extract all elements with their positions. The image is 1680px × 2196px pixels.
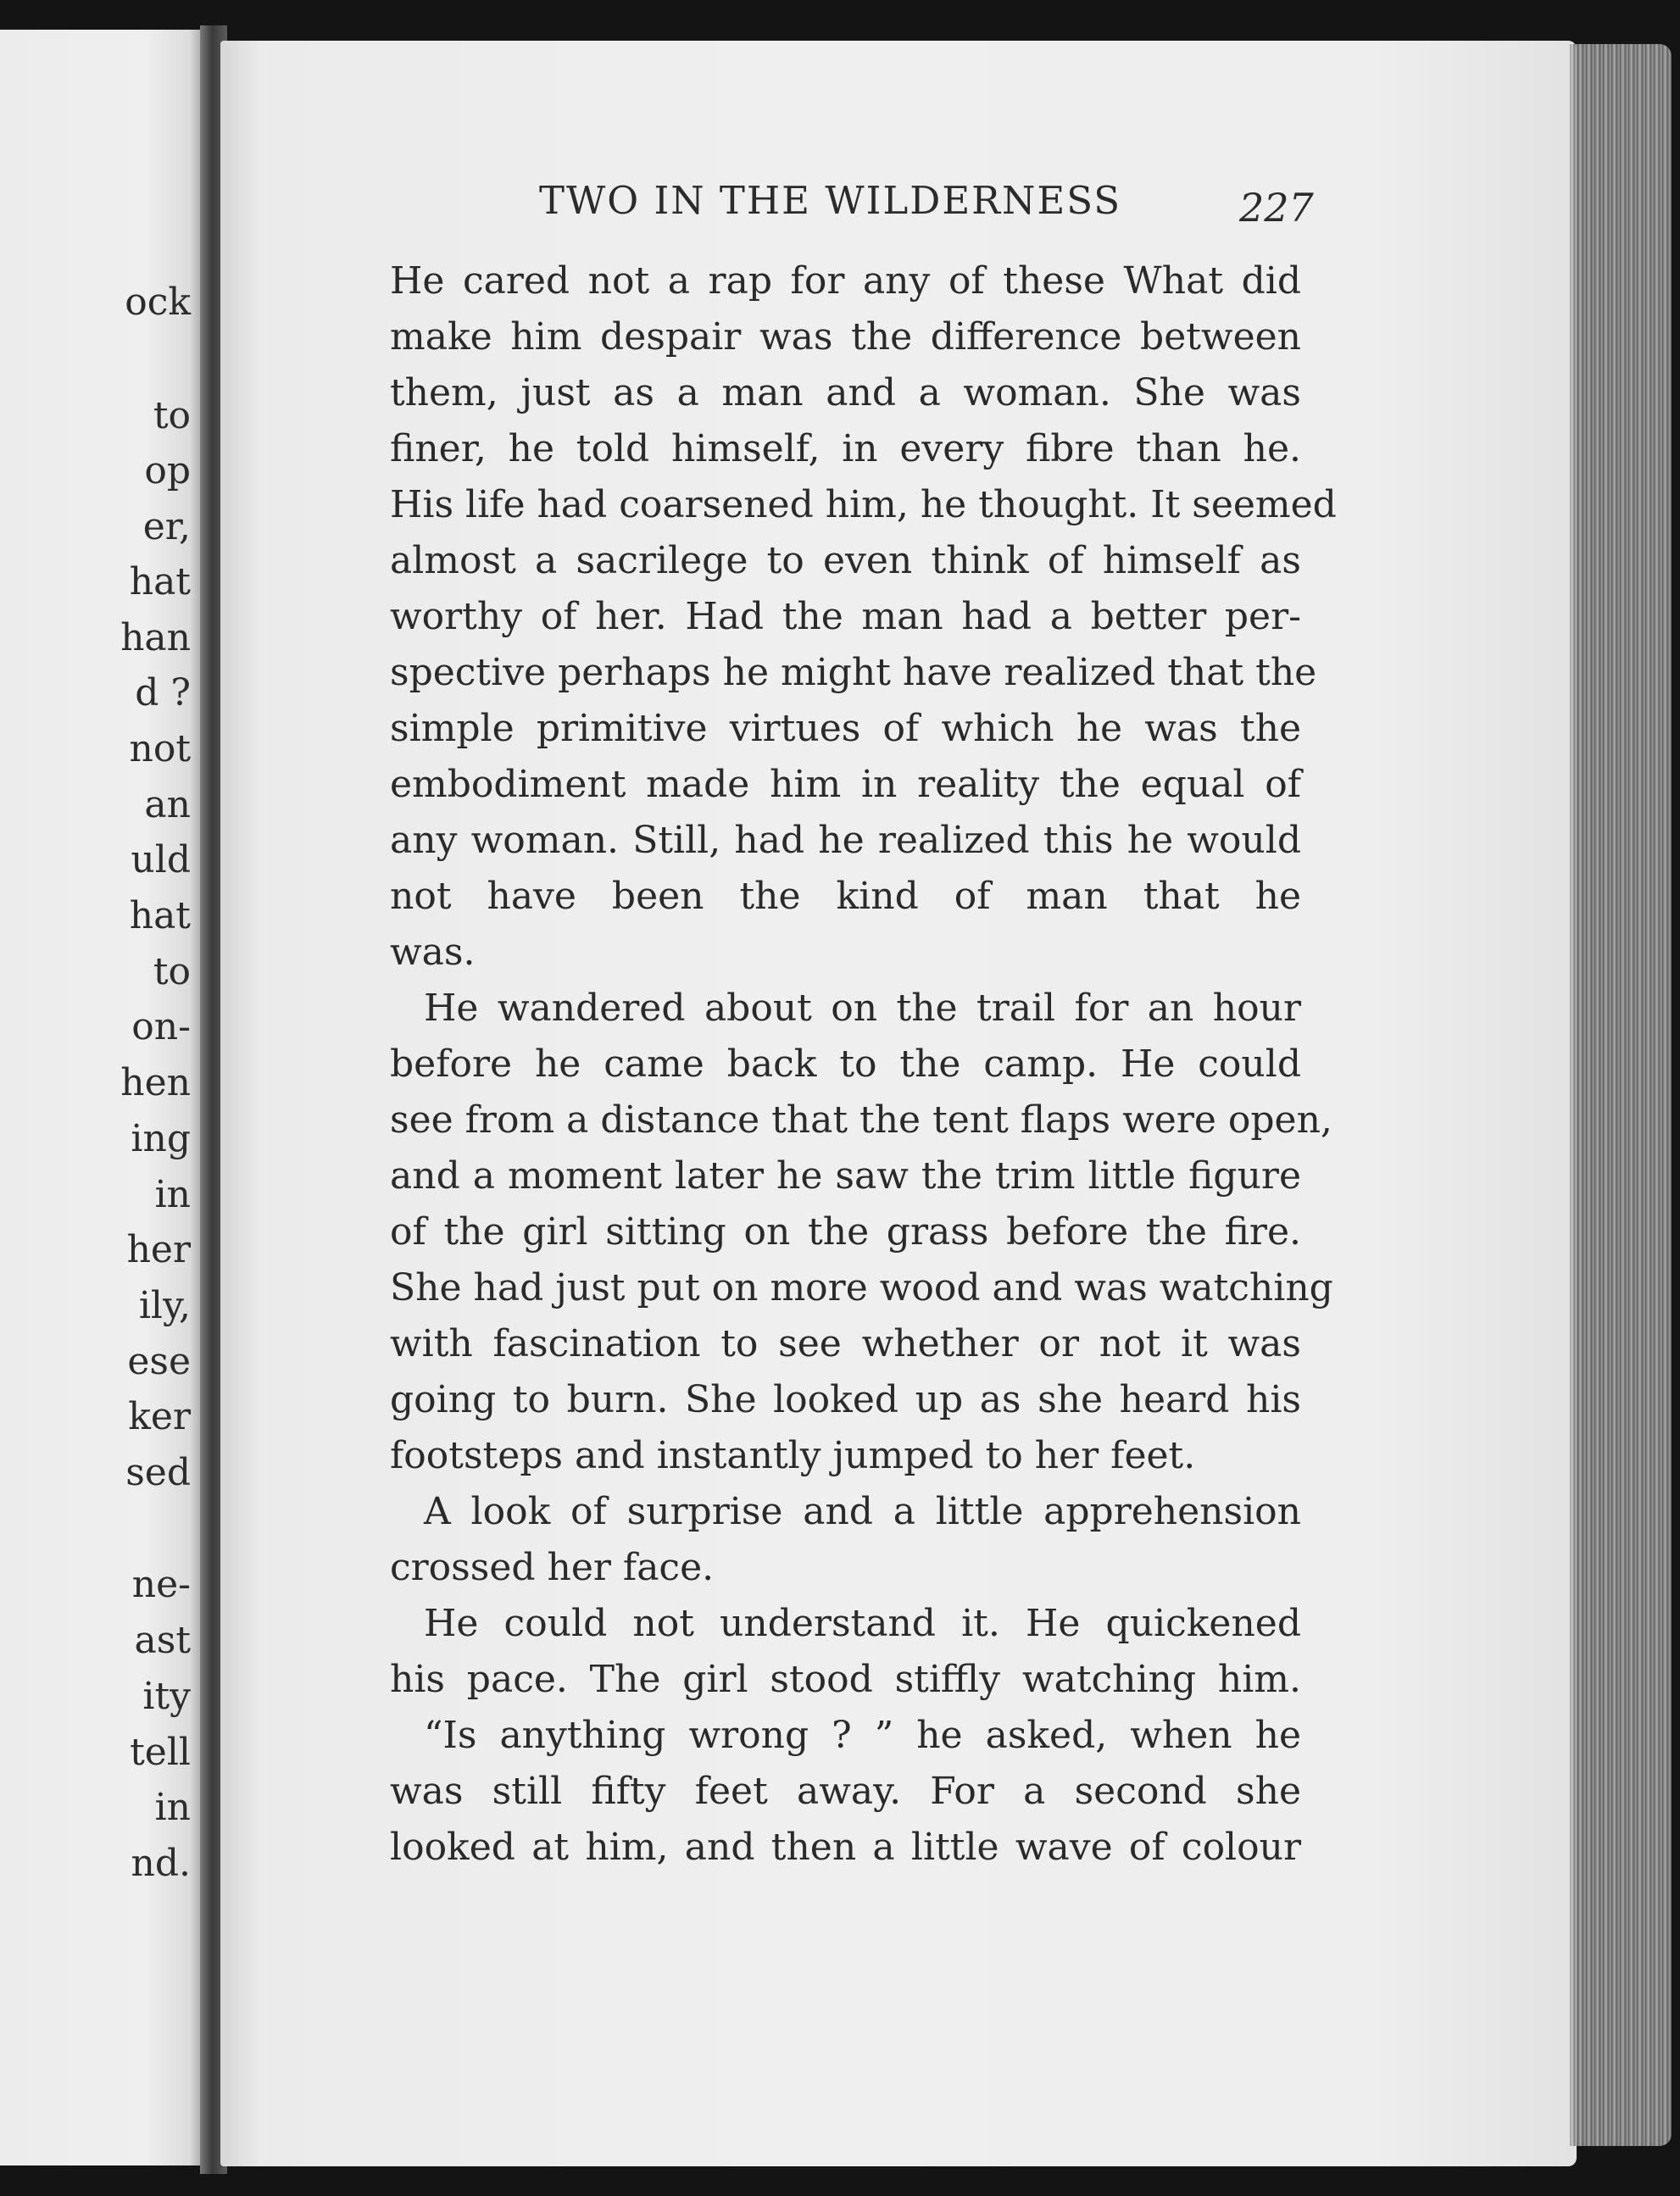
- text-line: His life had coarsened him, he thought. It seemed: [390, 483, 1337, 526]
- page-number: 227: [1239, 185, 1314, 231]
- text-line: He wandered about on the trail for an hour: [424, 987, 1301, 1030]
- text-line: see from a distance that the tent flaps were open,: [390, 1098, 1332, 1142]
- facing-page-fragment: ity: [142, 1675, 191, 1718]
- facing-page-fragment: ker: [128, 1395, 191, 1438]
- facing-page-fragment: uld: [131, 838, 191, 881]
- text-line: was still fifty feet away. For a second she: [390, 1770, 1301, 1813]
- text-line: his pace. The girl stood stiffly watching him.: [390, 1658, 1301, 1701]
- facing-page-fragment: her: [126, 1228, 191, 1271]
- text-line: He could not understand it. He quickened: [424, 1602, 1301, 1645]
- text-line: finer, he told himself, in every fibre than he.: [390, 427, 1301, 470]
- running-head: TWO IN THE WILDERNESS: [539, 178, 1122, 223]
- facing-page-fragment: er,: [142, 505, 191, 548]
- text-line: “Is anything wrong ? ” he asked, when he: [424, 1714, 1301, 1757]
- text-line: looked at him, and then a little wave of colour: [390, 1826, 1301, 1869]
- facing-page-fragment: ne-: [131, 1563, 191, 1606]
- facing-page-fragment: in: [154, 1173, 191, 1216]
- text-line: crossed her face.: [390, 1546, 715, 1589]
- facing-page-fragment: ing: [131, 1117, 191, 1160]
- text-line: worthy of her. Had the man had a better per-: [390, 595, 1301, 638]
- facing-page-fragment: tell: [130, 1731, 191, 1774]
- text-line: almost a sacrilege to even think of himself as: [390, 539, 1301, 582]
- text-line: She had just put on more wood and was watching: [390, 1266, 1333, 1309]
- text-line: make him despair was the difference between: [390, 315, 1301, 359]
- text-line: embodiment made him in reality the equal of: [390, 763, 1301, 806]
- facing-page-left: [0, 30, 206, 2165]
- facing-page-fragment: hat: [129, 560, 191, 603]
- text-line: He cared not a rap for any of these What did: [390, 259, 1301, 303]
- facing-page-fragment: ock: [125, 281, 191, 324]
- text-line: was.: [390, 931, 476, 974]
- facing-page-fragment: ily,: [138, 1284, 191, 1327]
- text-line: simple primitive virtues of which he was the: [390, 707, 1301, 750]
- text-line: them, just as a man and a woman. She was: [390, 371, 1301, 414]
- facing-page-fragment: d ?: [135, 671, 191, 714]
- text-line: and a moment later he saw the trim little figure: [390, 1154, 1301, 1198]
- text-line: A look of surprise and a little apprehension: [424, 1490, 1301, 1533]
- page-edges: [1570, 44, 1672, 2146]
- text-line: going to burn. She looked up as she heard his: [390, 1378, 1301, 1421]
- facing-page-fragment: hat: [129, 894, 191, 937]
- facing-page-fragment: in: [154, 1786, 191, 1829]
- facing-page-fragment: not: [129, 727, 191, 770]
- facing-page-fragment: hen: [120, 1061, 191, 1104]
- facing-page-fragment: on-: [131, 1005, 191, 1048]
- facing-page-fragment: op: [144, 449, 191, 492]
- facing-page-fragment: nd.: [131, 1842, 191, 1885]
- facing-page-fragment: to: [153, 394, 191, 437]
- facing-page-fragment: an: [144, 783, 191, 826]
- text-line: any woman. Still, had he realized this he would: [390, 819, 1301, 862]
- text-line: of the girl sitting on the grass before the fire.: [390, 1210, 1301, 1254]
- text-line: not have been the kind of man that he: [390, 875, 1301, 918]
- text-line: before he came back to the camp. He could: [390, 1042, 1301, 1086]
- facing-page-fragment: to: [153, 950, 191, 993]
- facing-page-fragment: ese: [127, 1340, 191, 1383]
- facing-page-fragment: han: [120, 616, 191, 659]
- text-line: spective perhaps he might have realized that the: [390, 651, 1317, 694]
- text-line: with fascination to see whether or not it was: [390, 1322, 1301, 1365]
- facing-page-fragment: ast: [134, 1619, 191, 1662]
- text-line: footsteps and instantly jumped to her feet.: [390, 1434, 1196, 1477]
- facing-page-fragment: sed: [125, 1451, 191, 1494]
